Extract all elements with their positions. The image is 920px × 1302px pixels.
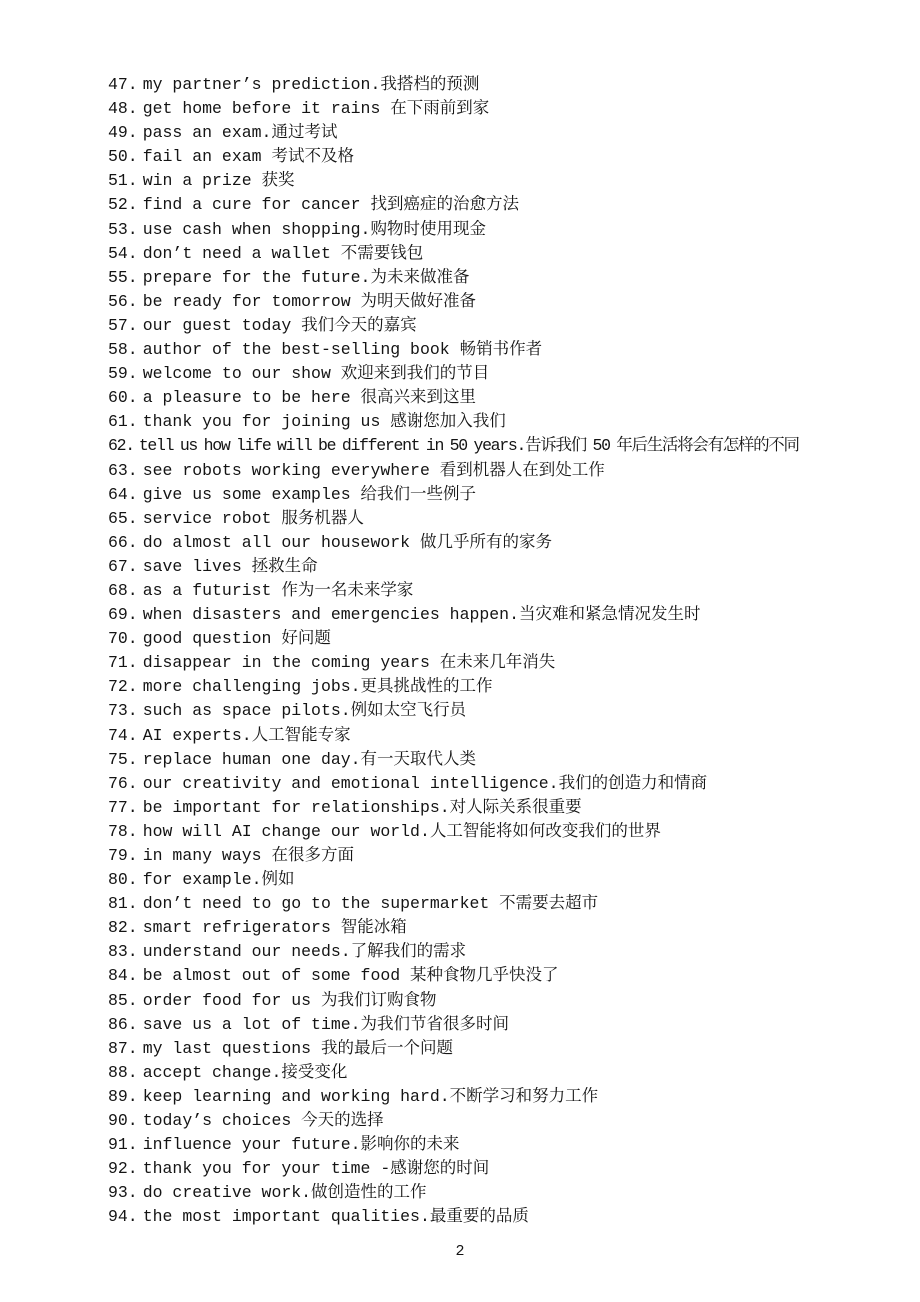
list-item: [108, 796, 900, 820]
item-text: when disasters and emergencies happen.当灾难和紧急情况发生时: [142, 605, 701, 625]
list-item: [108, 145, 900, 169]
item-number: 88.: [108, 1062, 138, 1082]
item-text: be almost out of some food 某种食物几乎快没了: [142, 966, 559, 986]
item-number: 52.: [108, 195, 138, 215]
item-number: 48.: [108, 99, 138, 119]
item-text: smart refrigerators 智能冰箱: [142, 918, 407, 938]
item-number: 91.: [108, 1135, 138, 1155]
item-number: 73.: [108, 701, 138, 721]
list-item: [108, 1205, 900, 1229]
list-item: [108, 772, 900, 796]
item-number: 60.: [108, 388, 138, 408]
item-number: 58.: [108, 340, 138, 360]
item-number: 79.: [108, 846, 138, 865]
item-text: thank you for joining us 感谢您加入我们: [142, 412, 506, 432]
list-item: [108, 362, 900, 386]
item-text: influence your future.影响你的未来: [142, 1135, 460, 1155]
item-number: 50.: [108, 147, 138, 167]
item-text: good question 好问题: [142, 629, 331, 649]
item-text: keep learning and working hard.不断学习和努力工作: [142, 1086, 599, 1106]
item-number: 77.: [108, 797, 138, 817]
item-text: use cash when shopping.购物时使用现金: [142, 219, 486, 239]
list-item: [108, 338, 900, 362]
item-text: AI experts.人工智能专家: [142, 725, 351, 745]
item-text: save lives 拯救生命: [142, 556, 318, 576]
list-item: [108, 218, 900, 242]
list-item: [108, 1037, 900, 1061]
item-number: 72.: [108, 677, 138, 697]
page-number: 2: [455, 1243, 465, 1260]
item-text: win a prize 获奖: [142, 171, 295, 191]
item-text: understand our needs.了解我们的需求: [142, 942, 467, 962]
item-number: 54.: [108, 243, 138, 263]
item-number: 68.: [108, 580, 138, 600]
item-text: such as space pilots.例如太空飞行员: [142, 701, 467, 721]
item-number: 65.: [108, 508, 138, 528]
item-number: 74.: [108, 725, 138, 745]
list-item: [108, 386, 900, 410]
list-item: [108, 314, 900, 338]
list-item: [108, 1181, 900, 1205]
item-number: 87.: [108, 1038, 138, 1058]
item-number: 85.: [108, 990, 138, 1010]
item-text: thank you for your time -感谢您的时间: [142, 1159, 490, 1179]
list-item: [108, 1061, 900, 1085]
phrase-list: [108, 73, 900, 1230]
item-text: our creativity and emotional intelligence.我们的创造力和情商: [142, 773, 708, 793]
item-text: as a futurist 作为一名未来学家: [142, 580, 414, 600]
item-number: 49.: [108, 123, 138, 143]
list-item: [108, 266, 900, 290]
item-number: 56.: [108, 291, 138, 311]
item-text: get home before it rains 在下雨前到家: [142, 99, 490, 119]
item-text: tell us how life will be different in 50 years.告诉我们 50 年后生活将会有怎样的不同: [138, 436, 799, 456]
list-item: [108, 531, 900, 555]
item-number: 83.: [108, 942, 138, 962]
list-item: [108, 724, 900, 748]
item-number: 82.: [108, 918, 138, 938]
list-item: [108, 193, 900, 217]
item-number: 92.: [108, 1159, 138, 1179]
item-number: 63.: [108, 460, 138, 480]
item-text: more challenging jobs.更具挑战性的工作: [142, 677, 493, 697]
item-text: don’t need a wallet 不需要钱包: [142, 243, 424, 263]
item-number: 78.: [108, 821, 138, 841]
list-item: [108, 675, 900, 699]
item-number: 94.: [108, 1207, 138, 1227]
item-text: see robots working everywhere 看到机器人在到处工作: [142, 460, 605, 480]
list-item: [108, 579, 900, 603]
list-item: [108, 1157, 900, 1181]
list-item: [108, 73, 900, 97]
item-number: 71.: [108, 653, 138, 673]
item-text: our guest today 我们今天的嘉宾: [142, 315, 417, 335]
list-item: [108, 507, 900, 531]
item-number: 57.: [108, 315, 138, 335]
item-text: the most important qualities.最重要的品质: [142, 1207, 529, 1227]
list-item: [108, 410, 900, 434]
list-item: [108, 290, 900, 314]
item-number: 61.: [108, 412, 138, 432]
item-text: my partner’s prediction.我搭档的预测: [142, 75, 480, 94]
item-number: 51.: [108, 171, 138, 191]
list-item: [108, 844, 900, 868]
list-item: [108, 1133, 900, 1157]
list-item: [108, 1013, 900, 1037]
item-number: 90.: [108, 1111, 138, 1131]
item-number: 62.: [108, 436, 134, 456]
list-item: [108, 820, 900, 844]
item-text: prepare for the future.为未来做准备: [142, 267, 470, 287]
item-text: pass an exam.通过考试: [142, 123, 338, 143]
item-number: 80.: [108, 870, 138, 890]
item-number: 93.: [108, 1183, 138, 1203]
item-number: 70.: [108, 629, 138, 649]
list-item: [108, 699, 900, 723]
item-text: my last questions 我的最后一个问题: [142, 1038, 453, 1058]
list-item: [108, 748, 900, 772]
list-item: [108, 627, 900, 651]
item-number: 69.: [108, 605, 138, 625]
list-item: [108, 868, 900, 892]
item-number: 55.: [108, 267, 138, 287]
list-item: [108, 121, 900, 145]
list-item: [108, 651, 900, 675]
list-item: [108, 940, 900, 964]
item-text: be important for relationships.对人际关系很重要: [142, 797, 582, 817]
list-item: [108, 169, 900, 193]
item-number: 59.: [108, 364, 138, 384]
item-number: 67.: [108, 556, 138, 576]
item-number: 86.: [108, 1014, 138, 1034]
list-item: [108, 1085, 900, 1109]
item-text: today’s choices 今天的选择: [142, 1111, 384, 1131]
list-item: [108, 892, 900, 916]
item-text: welcome to our show 欢迎来到我们的节目: [142, 364, 490, 384]
item-text: service robot 服务机器人: [142, 508, 364, 528]
item-text: how will AI change our world.人工智能将如何改变我们的世界: [142, 821, 661, 841]
item-number: 64.: [108, 484, 138, 504]
item-text: be ready for tomorrow 为明天做好准备: [142, 291, 477, 311]
item-number: 81.: [108, 894, 138, 914]
list-item: [108, 483, 900, 507]
item-text: in many ways 在很多方面: [142, 846, 354, 865]
item-text: save us a lot of time.为我们节省很多时间: [142, 1014, 510, 1034]
list-item: [108, 989, 900, 1013]
list-item: [108, 1109, 900, 1133]
list-item: [108, 459, 900, 483]
item-text: do almost all our housework 做几乎所有的家务: [142, 532, 552, 552]
item-text: for example.例如: [142, 870, 295, 890]
list-item: [108, 242, 900, 266]
item-number: 53.: [108, 219, 138, 239]
item-text: don’t need to go to the supermarket 不需要去超市: [142, 894, 599, 914]
list-item: [108, 603, 900, 627]
item-text: a pleasure to be here 很高兴来到这里: [142, 388, 477, 408]
item-text: author of the best-selling book 畅销书作者: [142, 340, 543, 360]
item-number: 76.: [108, 773, 138, 793]
item-number: 47.: [108, 75, 138, 94]
item-number: 75.: [108, 749, 138, 769]
list-item: [108, 434, 900, 458]
list-item: [108, 916, 900, 940]
list-item: [108, 97, 900, 121]
item-text: replace human one day.有一天取代人类: [142, 749, 477, 769]
item-text: accept change.接受变化: [142, 1062, 348, 1082]
list-item: [108, 964, 900, 988]
item-number: 66.: [108, 532, 138, 552]
item-text: do creative work.做创造性的工作: [142, 1183, 427, 1203]
item-text: order food for us 为我们订购食物: [142, 990, 437, 1010]
item-number: 84.: [108, 966, 138, 986]
item-text: disappear in the coming years 在未来几年消失: [142, 653, 556, 673]
item-text: fail an exam 考试不及格: [142, 147, 354, 167]
list-item: [108, 555, 900, 579]
item-text: find a cure for cancer 找到癌症的治愈方法: [142, 195, 519, 215]
item-number: 89.: [108, 1086, 138, 1106]
item-text: give us some examples 给我们一些例子: [142, 484, 477, 504]
